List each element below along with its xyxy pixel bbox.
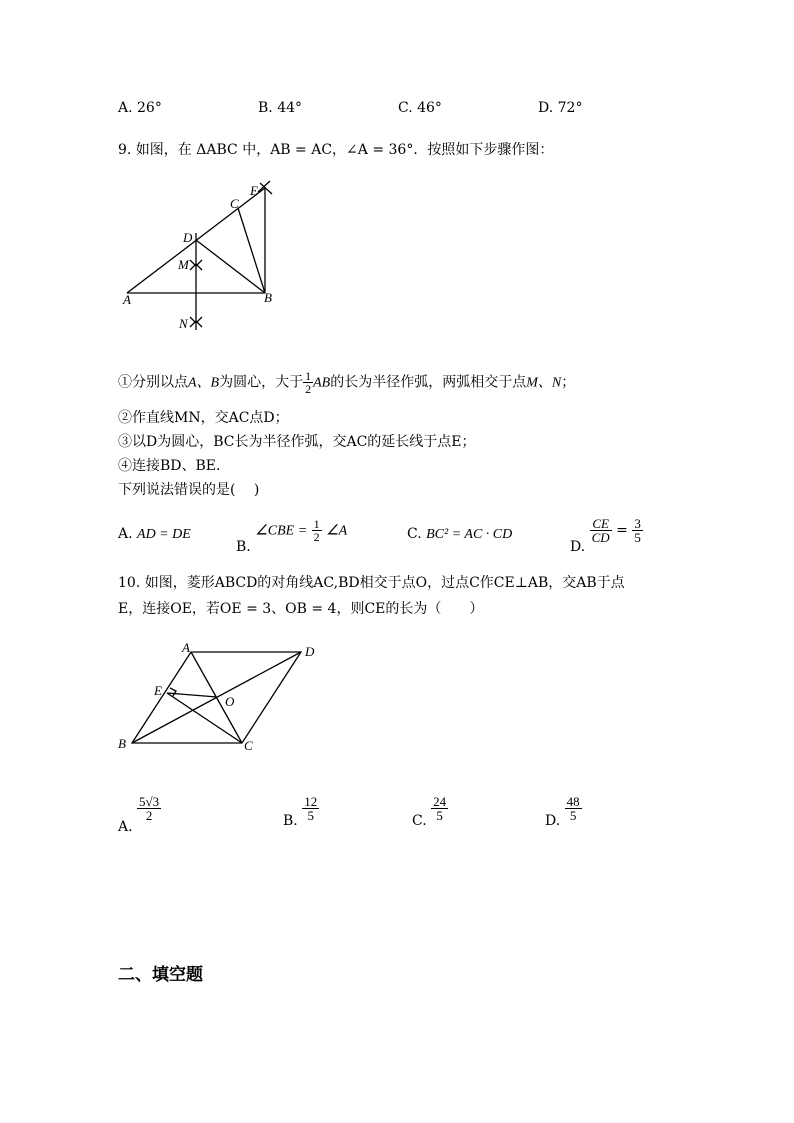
q9-option-b-fraction	[312, 518, 322, 543]
q9-stem: 9. 如图，在 ΔABC 中，AB = AC，∠A = 36°．按照如下步骤作图：	[118, 142, 554, 158]
q10-option-c-num: 24	[433, 794, 447, 809]
q9-option-b-label: B.	[236, 538, 251, 555]
q9-option-b-post: ∠A	[326, 523, 348, 539]
q9-step1	[118, 370, 575, 395]
q9-option-d-den2: 5	[634, 530, 641, 545]
q9-option-d	[570, 516, 643, 555]
right-angle-mark	[170, 688, 176, 696]
q9-option-b-num: 1	[313, 517, 320, 531]
q10-option-a-num: 5√3	[139, 794, 160, 809]
q10-figure	[115, 640, 325, 755]
q8-option-c: C. 46°	[398, 100, 442, 116]
q10-option-c-den: 5	[436, 808, 443, 823]
label-d: D	[305, 644, 315, 659]
q9-option-b-den: 2	[313, 530, 320, 544]
label-e: E	[154, 683, 162, 698]
q10-option-b-label: B.	[283, 812, 298, 829]
q9-option-d-eq: =	[616, 522, 628, 539]
q9-step3: ③以D为圆心，BC长为半径作弧，交AC的延长线于点E；	[118, 434, 476, 450]
label-b: B	[118, 736, 126, 751]
q9-step4: ④连接BD、BE.	[118, 458, 221, 474]
q9-option-d-num2: 3	[634, 516, 641, 531]
step1-mid: 为圆心，大于	[219, 374, 304, 391]
q10-option-c	[412, 794, 448, 829]
step1-points: A、B	[188, 375, 220, 391]
label-n: N	[179, 316, 188, 331]
q9-step2: ②作直线MN，交AC点D；	[118, 410, 289, 426]
step1-post: 的长为半径作弧，两弧相交于点	[330, 374, 527, 391]
q10-option-b-num: 12	[304, 794, 318, 809]
step1-end: ；	[561, 374, 576, 391]
label-o: O	[225, 694, 235, 709]
q10-option-a-den: 2	[145, 808, 153, 823]
q8-option-d: D. 72°	[538, 100, 583, 116]
q10-option-d	[545, 794, 582, 829]
label-m: M	[178, 257, 189, 272]
q10-option-a	[118, 794, 161, 835]
step1-ab: AB	[313, 375, 331, 391]
q9-option-d-frac1	[590, 517, 612, 544]
step1-fraction	[303, 370, 313, 395]
section-heading: 二、填空题	[118, 965, 203, 985]
q8-option-b: B. 44°	[258, 100, 303, 116]
q9-option-d-label: D.	[570, 538, 586, 555]
q9-option-d-den1: CD	[591, 530, 610, 545]
step1-frac-den: 2	[305, 382, 312, 396]
q9-option-c	[407, 526, 512, 543]
q10-option-b	[283, 794, 319, 829]
q10-option-a-fraction	[137, 795, 161, 822]
step1-frac-num: 1	[305, 369, 312, 383]
q10-line1: 10. 如图，菱形ABCD的对角线AC,BD相交于点O，过点C作CE⊥AB，交AB于点	[118, 575, 625, 591]
segment-cb	[238, 208, 265, 293]
q9-option-c-text: BC² = AC · CD	[426, 527, 513, 542]
label-c: C	[244, 738, 253, 753]
step1-mn: M、N	[526, 375, 562, 391]
segment-db	[196, 240, 265, 293]
q10-line2: E，连接OE，若OE = 3、OB = 4，则CE的长为（ ）	[118, 601, 484, 617]
q10-option-c-fraction	[431, 795, 448, 822]
q9-option-d-num1: CE	[590, 517, 612, 531]
q9-option-a-text: AD = DE	[137, 527, 191, 542]
q9-question: 下列说法错误的是( )	[118, 482, 260, 498]
step1-pre: ①分别以点	[118, 374, 188, 391]
q10-option-d-fraction	[565, 795, 582, 822]
q9-option-d-frac2	[632, 517, 643, 544]
q9-option-a-label: A.	[118, 526, 133, 542]
q9-figure	[110, 178, 300, 338]
label-b: B	[264, 290, 272, 305]
label-a: A	[182, 640, 190, 655]
q10-option-d-num: 48	[566, 794, 580, 809]
q10-option-b-fraction	[302, 795, 319, 822]
label-c: C	[230, 196, 239, 211]
q10-option-c-label: C.	[412, 812, 427, 829]
q10-option-a-label: A.	[118, 818, 133, 835]
q10-option-d-label: D.	[545, 812, 561, 829]
q10-option-d-den: 5	[569, 808, 577, 823]
q10-option-b-den: 5	[307, 808, 314, 823]
q9-option-b-pre: ∠CBE =	[255, 523, 308, 539]
q9-option-a	[118, 526, 191, 543]
label-d: D	[183, 230, 193, 245]
q9-option-c-label: C.	[407, 526, 422, 542]
label-a: A	[123, 292, 131, 307]
label-e: E	[250, 183, 258, 198]
q8-option-a: A. 26°	[118, 100, 162, 116]
q9-option-b	[236, 517, 348, 555]
